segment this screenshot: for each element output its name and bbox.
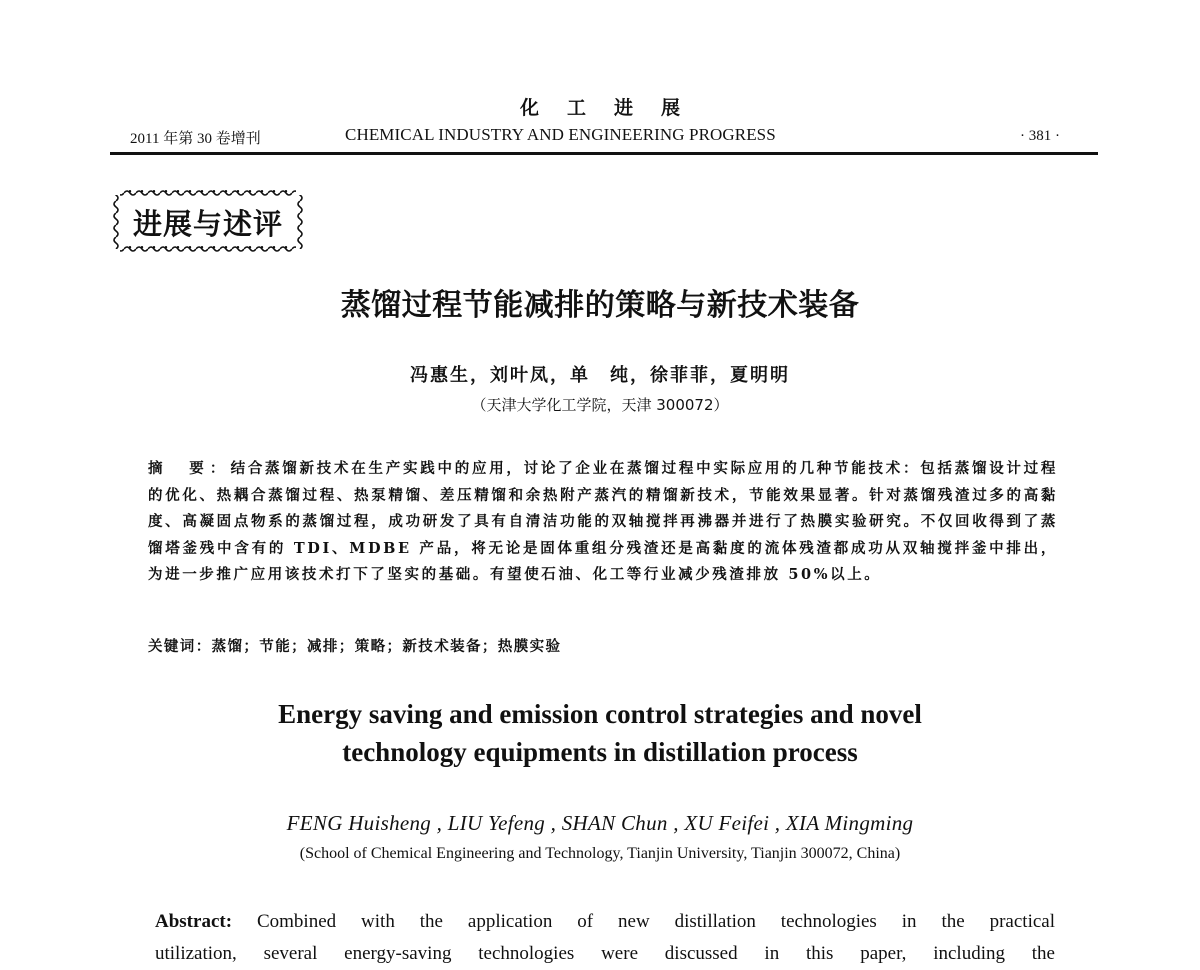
abstract-en-label: Abstract: [155, 911, 233, 932]
abstract-en-line1 [155, 906, 1055, 938]
abstract-cn-label: 摘 要： [148, 461, 231, 477]
title-en [0, 695, 1200, 771]
affiliation-en: (School of Chemical Engineering and Technology, Tianjin University, Tianjin 300072, China) [299, 845, 901, 862]
journal-name-en: CHEMICAL INDUSTRY AND ENGINEERING PROGRESS [345, 125, 776, 144]
abstract-cn [148, 456, 1058, 589]
section-tag [112, 189, 304, 255]
abstract-en-line2: utilization, several energy-saving technologies were discussed in this paper, including the [155, 943, 1055, 964]
issue-info: 2011 年第 30 卷增刊 [130, 131, 261, 147]
abstract-cn-text: 结合蒸馏新技术在生产实践中的应用，讨论了企业在蒸馏过程中实际应用的几种节能技术：包括蒸馏设计过程的优化、热耦合蒸馏过程、热泵精馏、差压精馏和余热附产蒸汽的精馏新技术，节能效果显著。针对蒸馏残渣过多的高黏度、高凝固点物系的蒸馏过程，成功研发了具有自清洁功能的双轴搅拌再沸器并进行了热膜实验研究。不仅回收得到了蒸馏塔釜残中含有的 TDI、MDBE 产品，将无论是固体重组分残渣还是高黏度的流体残渣都成功从双轴搅拌釜中排出，为进一步推广应用该技术打下了坚实的基础。有望使石油、化工等行业减少残渣排放 50%以上。 [148, 460, 1059, 584]
keywords-cn-label: 关键词： [148, 639, 212, 655]
keywords-cn-text: 蒸馏；节能；减排；策略；新技术装备；热膜实验 [211, 638, 562, 655]
title-en-line1: Energy saving and emission control strategies and novel [278, 699, 922, 729]
abstract-en-text-1: Combined with the application of new distillation technologies in the practical [256, 911, 1056, 932]
keywords-cn [148, 635, 1058, 656]
page-number: · 381 · [1020, 128, 1060, 144]
authors-cn: 冯惠生，刘叶凤，单 纯，徐菲菲，夏明明 [410, 365, 790, 386]
journal-name-cn: 化工进展 [519, 97, 708, 119]
abstract-en [155, 906, 1055, 970]
title-en-line2: technology equipments in distillation process [342, 737, 858, 767]
authors-en: FENG Huisheng , LIU Yefeng , SHAN Chun , XU Feifei , XIA Mingming [286, 811, 914, 835]
title-cn: 蒸馏过程节能减排的策略与新技术装备 [340, 288, 860, 323]
affiliation-cn: （天津大学化工学院，天津 300072） [471, 396, 729, 414]
header-rule [110, 152, 1098, 155]
section-tag-label: 进展与述评 [132, 206, 283, 241]
